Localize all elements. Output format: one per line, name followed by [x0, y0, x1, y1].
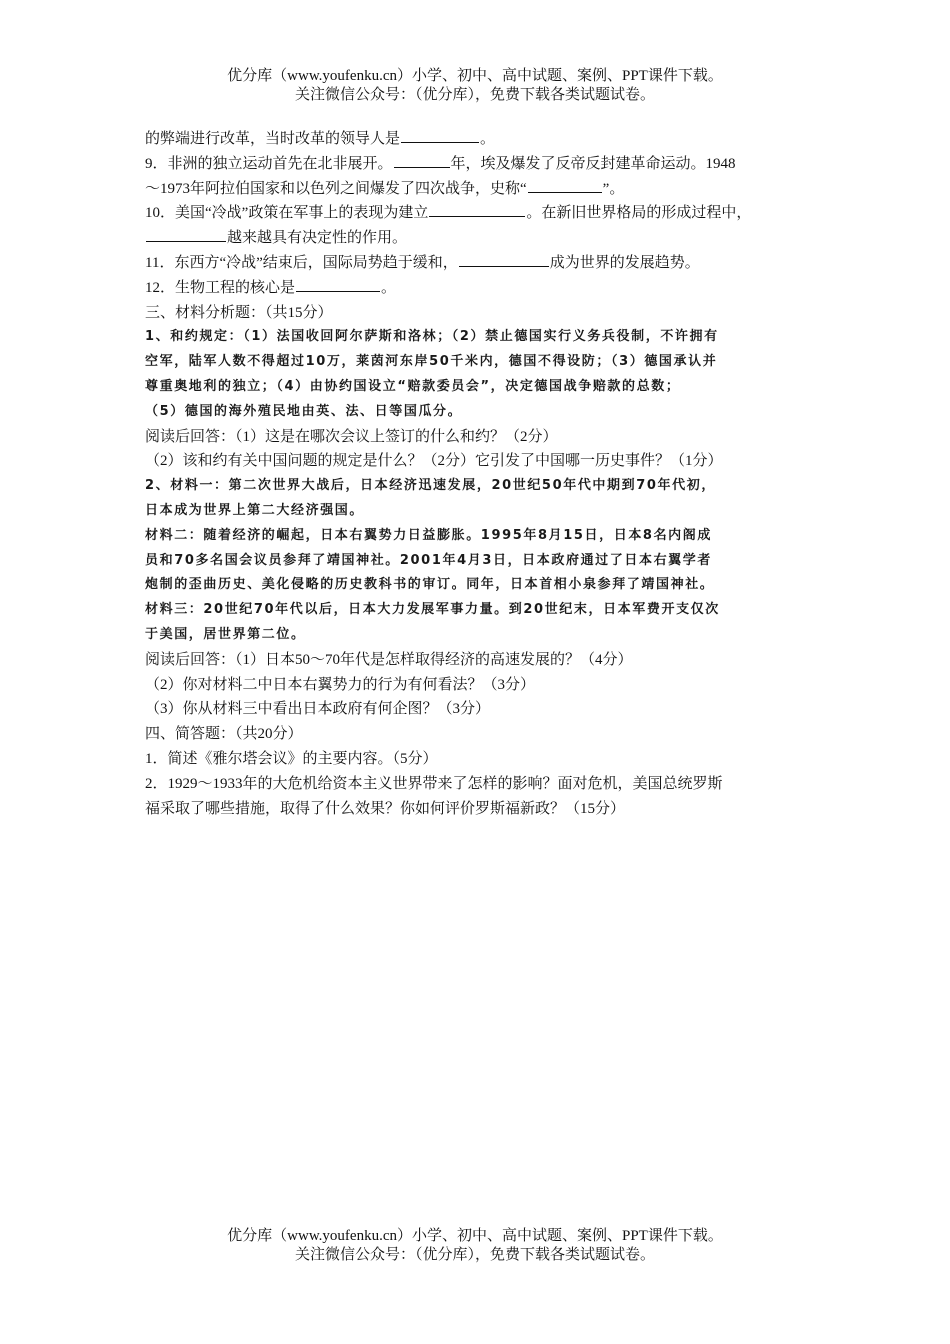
- material-2-line: 材料三：20世纪70年代以后，日本大力发展军事力量。到20世纪末，日本军费开支仅次: [145, 602, 720, 618]
- material-2-line: 日本成为世界上第二大经济强国。: [145, 502, 365, 518]
- s4-q2-line-2: 福采取了哪些措施，取得了什么效果？你如何评价罗斯福新政？（15分）: [145, 800, 626, 817]
- material-1-line: （5）德国的海外殖民地由英、法、日等国瓜分。: [145, 403, 463, 419]
- s3-q1-prompt-1: 阅读后回答：（1）这是在哪次会议上签订的什么和约？（2分）: [145, 428, 558, 445]
- answer-blank[interactable]: [528, 178, 602, 193]
- header-line-1: 优分库（www.youfenku.cn）小学、初中、高中试题、案例、PPT课件下载。: [227, 68, 723, 84]
- q11-line: 11．东西方“冷战”结束后，国际局势趋于缓和， 成为世界的发展趋势。: [145, 251, 817, 276]
- section-4-title: 四、简答题：（共20分）: [145, 726, 303, 743]
- s3-q2-prompt-1: 阅读后回答：（1）日本50～70年代是怎样取得经济的高速发展的？（4分）: [145, 651, 633, 668]
- material-1-line: 空军，陆军人数不得超过10万，莱茵河东岸50千米内，德国不得设防；（3）德国承认并: [145, 354, 718, 370]
- material-1-line: 尊重奥地利的独立；（4）由协约国设立“赔款委员会”，决定德国战争赔款的总数；: [145, 378, 681, 394]
- footer-line-1: 优分库（www.youfenku.cn）小学、初中、高中试题、案例、PPT课件下载。: [227, 1228, 723, 1244]
- material-1-line: 1、和约规定：（1）法国收回阿尔萨斯和洛林；（2）禁止德国实行义务兵役制，不许拥有: [145, 329, 719, 345]
- q9-line-1: 9．非洲的独立运动首先在北非展开。 年，埃及爆发了反帝反封建革命运动。1948: [145, 152, 817, 177]
- exam-content: [145, 127, 817, 821]
- s3-q2-prompt-2: （2）你对材料二中日本右翼势力的行为有何看法？（3分）: [145, 676, 536, 693]
- material-2-line: 员和70多名国会议员参拜了靖国神社。2001年4月3日，日本政府通过了日本右翼学者: [145, 552, 712, 568]
- material-2-line: 炮制的歪曲历史、美化侵略的历史教科书的审订。同年，日本首相小泉参拜了靖国神社。: [145, 577, 715, 593]
- answer-blank[interactable]: [146, 227, 226, 242]
- answer-blank[interactable]: [401, 128, 479, 143]
- s3-q2-prompt-3: （3）你从材料三中看出日本政府有何企图？（3分）: [145, 701, 491, 718]
- footer-line-2: 关注微信公众号：（优分库），免费下载各类试题试卷。: [294, 1247, 655, 1263]
- material-2-line: 材料二：随着经济的崛起，日本右翼势力日益膨胀。1995年8月15日，日本8名内阁成: [145, 527, 712, 543]
- q12-line: 12．生物工程的核心是 。: [145, 276, 817, 301]
- answer-blank[interactable]: [296, 277, 380, 292]
- q10-line-2: 越来越具有决定性的作用。: [145, 226, 817, 251]
- page-footer: [0, 1227, 950, 1265]
- answer-blank[interactable]: [459, 252, 549, 267]
- answer-blank[interactable]: [429, 202, 525, 217]
- page-header: [0, 67, 950, 105]
- material-2-line: 2、材料一：第二次世界大战后，日本经济迅速发展，20世纪50年代中期到70年代初，: [145, 478, 716, 494]
- header-line-2: 关注微信公众号：（优分库），免费下载各类试题试卷。: [294, 87, 655, 103]
- section-3-title: 三、材料分析题：（共15分）: [145, 304, 333, 321]
- material-2-line: 于美国，居世界第二位。: [145, 626, 306, 642]
- s3-q1-prompt-2: （2）该和约有关中国问题的规定是什么？（2分）它引发了中国哪一历史事件？（1分）: [145, 453, 723, 470]
- s4-q1: 1．简述《雅尔塔会议》的主要内容。（5分）: [145, 750, 438, 767]
- q10-line-1: 10．美国“冷战”政策在军事上的表现为建立 。在新旧世界格局的形成过程中，: [145, 201, 817, 226]
- s4-q2-line-1: 2．1929～1933年的大危机给资本主义世界带来了怎样的影响？面对危机，美国总统罗斯: [145, 775, 723, 792]
- answer-blank[interactable]: [394, 153, 450, 168]
- q8-continuation: 的弊端进行改革，当时改革的领导人是 。: [145, 127, 817, 152]
- q9-line-2: ～1973年阿拉伯国家和以色列之间爆发了四次战争，史称“ ”。: [145, 177, 817, 202]
